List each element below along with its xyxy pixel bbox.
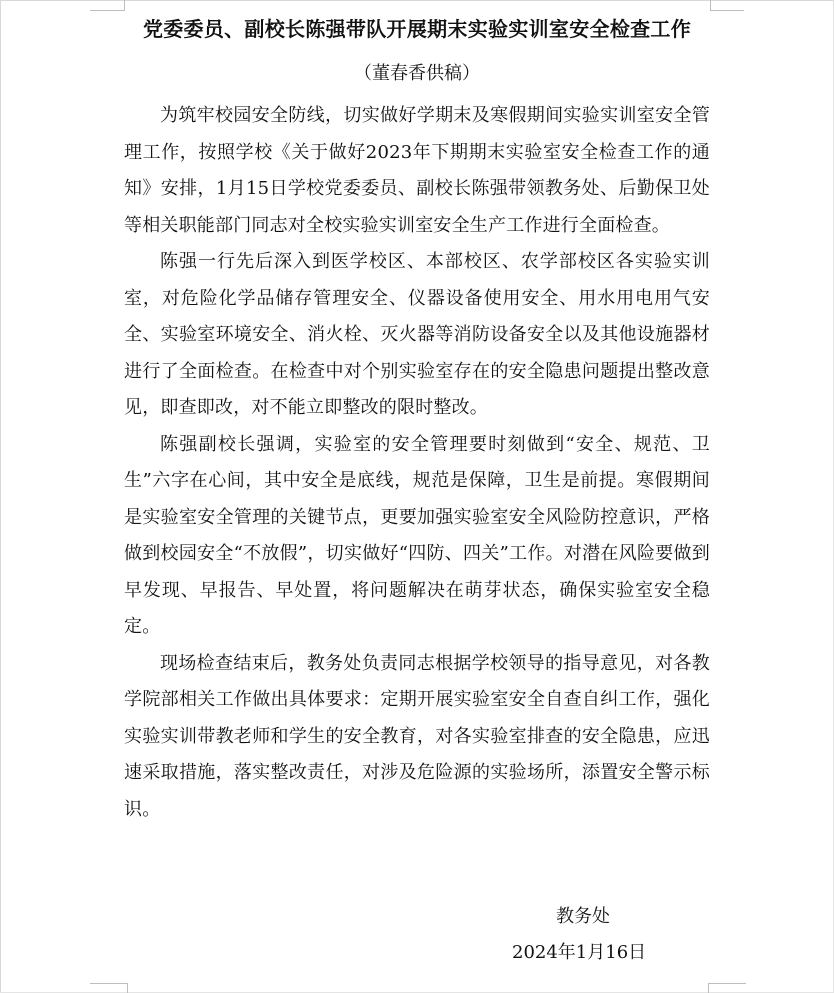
crop-mark-bottom-right bbox=[708, 983, 746, 984]
page-border-top bbox=[0, 0, 834, 1]
paragraph-4[interactable]: 现场检查结束后，教务处负责同志根据学校领导的指导意见，对各教学院部相关工作做出具体要求：定期开展实验室安全自查自纠工作，强化实验实训带教老师和学生的安全教育，对各实验室排查的安全隐患，应迅速采取措施，落实整改责任，对涉及危险源的实验场所，添置安全警示标识。 bbox=[124, 652, 710, 820]
document-body bbox=[124, 98, 710, 828]
signature-organization[interactable]: 教务处 bbox=[556, 906, 610, 927]
paragraph-3[interactable]: 陈强副校长强调，实验室的安全管理要时刻做到“安全、规范、卫生”六字在心间，其中安全是底线，规范是保障，卫生是前提。寒假期间是实验室安全管理的关键节点，更要加强实验室安全风险防控意识，严格做到校园安全“不放假”，切实做好“四防、四关”工作。对潜在风险要做到早发现、早报告、早处置，将问题解决在萌芽状态，确保实验室安全稳定。 bbox=[124, 433, 710, 637]
document-title[interactable]: 党委委员、副校长陈强带队开展期末实验实训室安全检查工作 bbox=[142, 17, 692, 41]
crop-mark-top-right bbox=[710, 10, 744, 11]
document-byline[interactable]: （董春香供稿） bbox=[354, 63, 480, 84]
crop-mark-bottom-right bbox=[708, 983, 709, 993]
paragraph-2[interactable]: 陈强一行先后深入到医学校区、本部校区、农学部校区各实验实训室，对危险化学品储存管理安全、仪器设备使用安全、用水用电用气安全、实验室环境安全、消火栓、灭火器等消防设备安全以及其他设施器材进行了全面检查。在检查中对个别实验室存在的安全隐患问题提出整改意见，即查即改，对不能立即整改的限时整改。 bbox=[124, 251, 710, 418]
paragraph-1[interactable]: 为筑牢校园安全防线，切实做好学期末及寒假期间实验实训室安全管理工作，按照学校《关于做好2023年下期期末实验室安全检查工作的通知》安排，1月15日学校党委委员、副校长陈强带领教务处、后勤保卫处等相关职能部门同志对全校实验实训室安全生产工作进行全面检查。 bbox=[124, 105, 710, 236]
crop-mark-top-left bbox=[124, 0, 125, 11]
crop-mark-top-right bbox=[710, 0, 711, 11]
crop-mark-bottom-left bbox=[90, 983, 128, 984]
page-border-left bbox=[0, 0, 1, 993]
signature-date[interactable]: 2024年1月16日 bbox=[512, 942, 647, 963]
crop-mark-top-left bbox=[90, 10, 124, 11]
crop-mark-bottom-left bbox=[127, 983, 128, 993]
